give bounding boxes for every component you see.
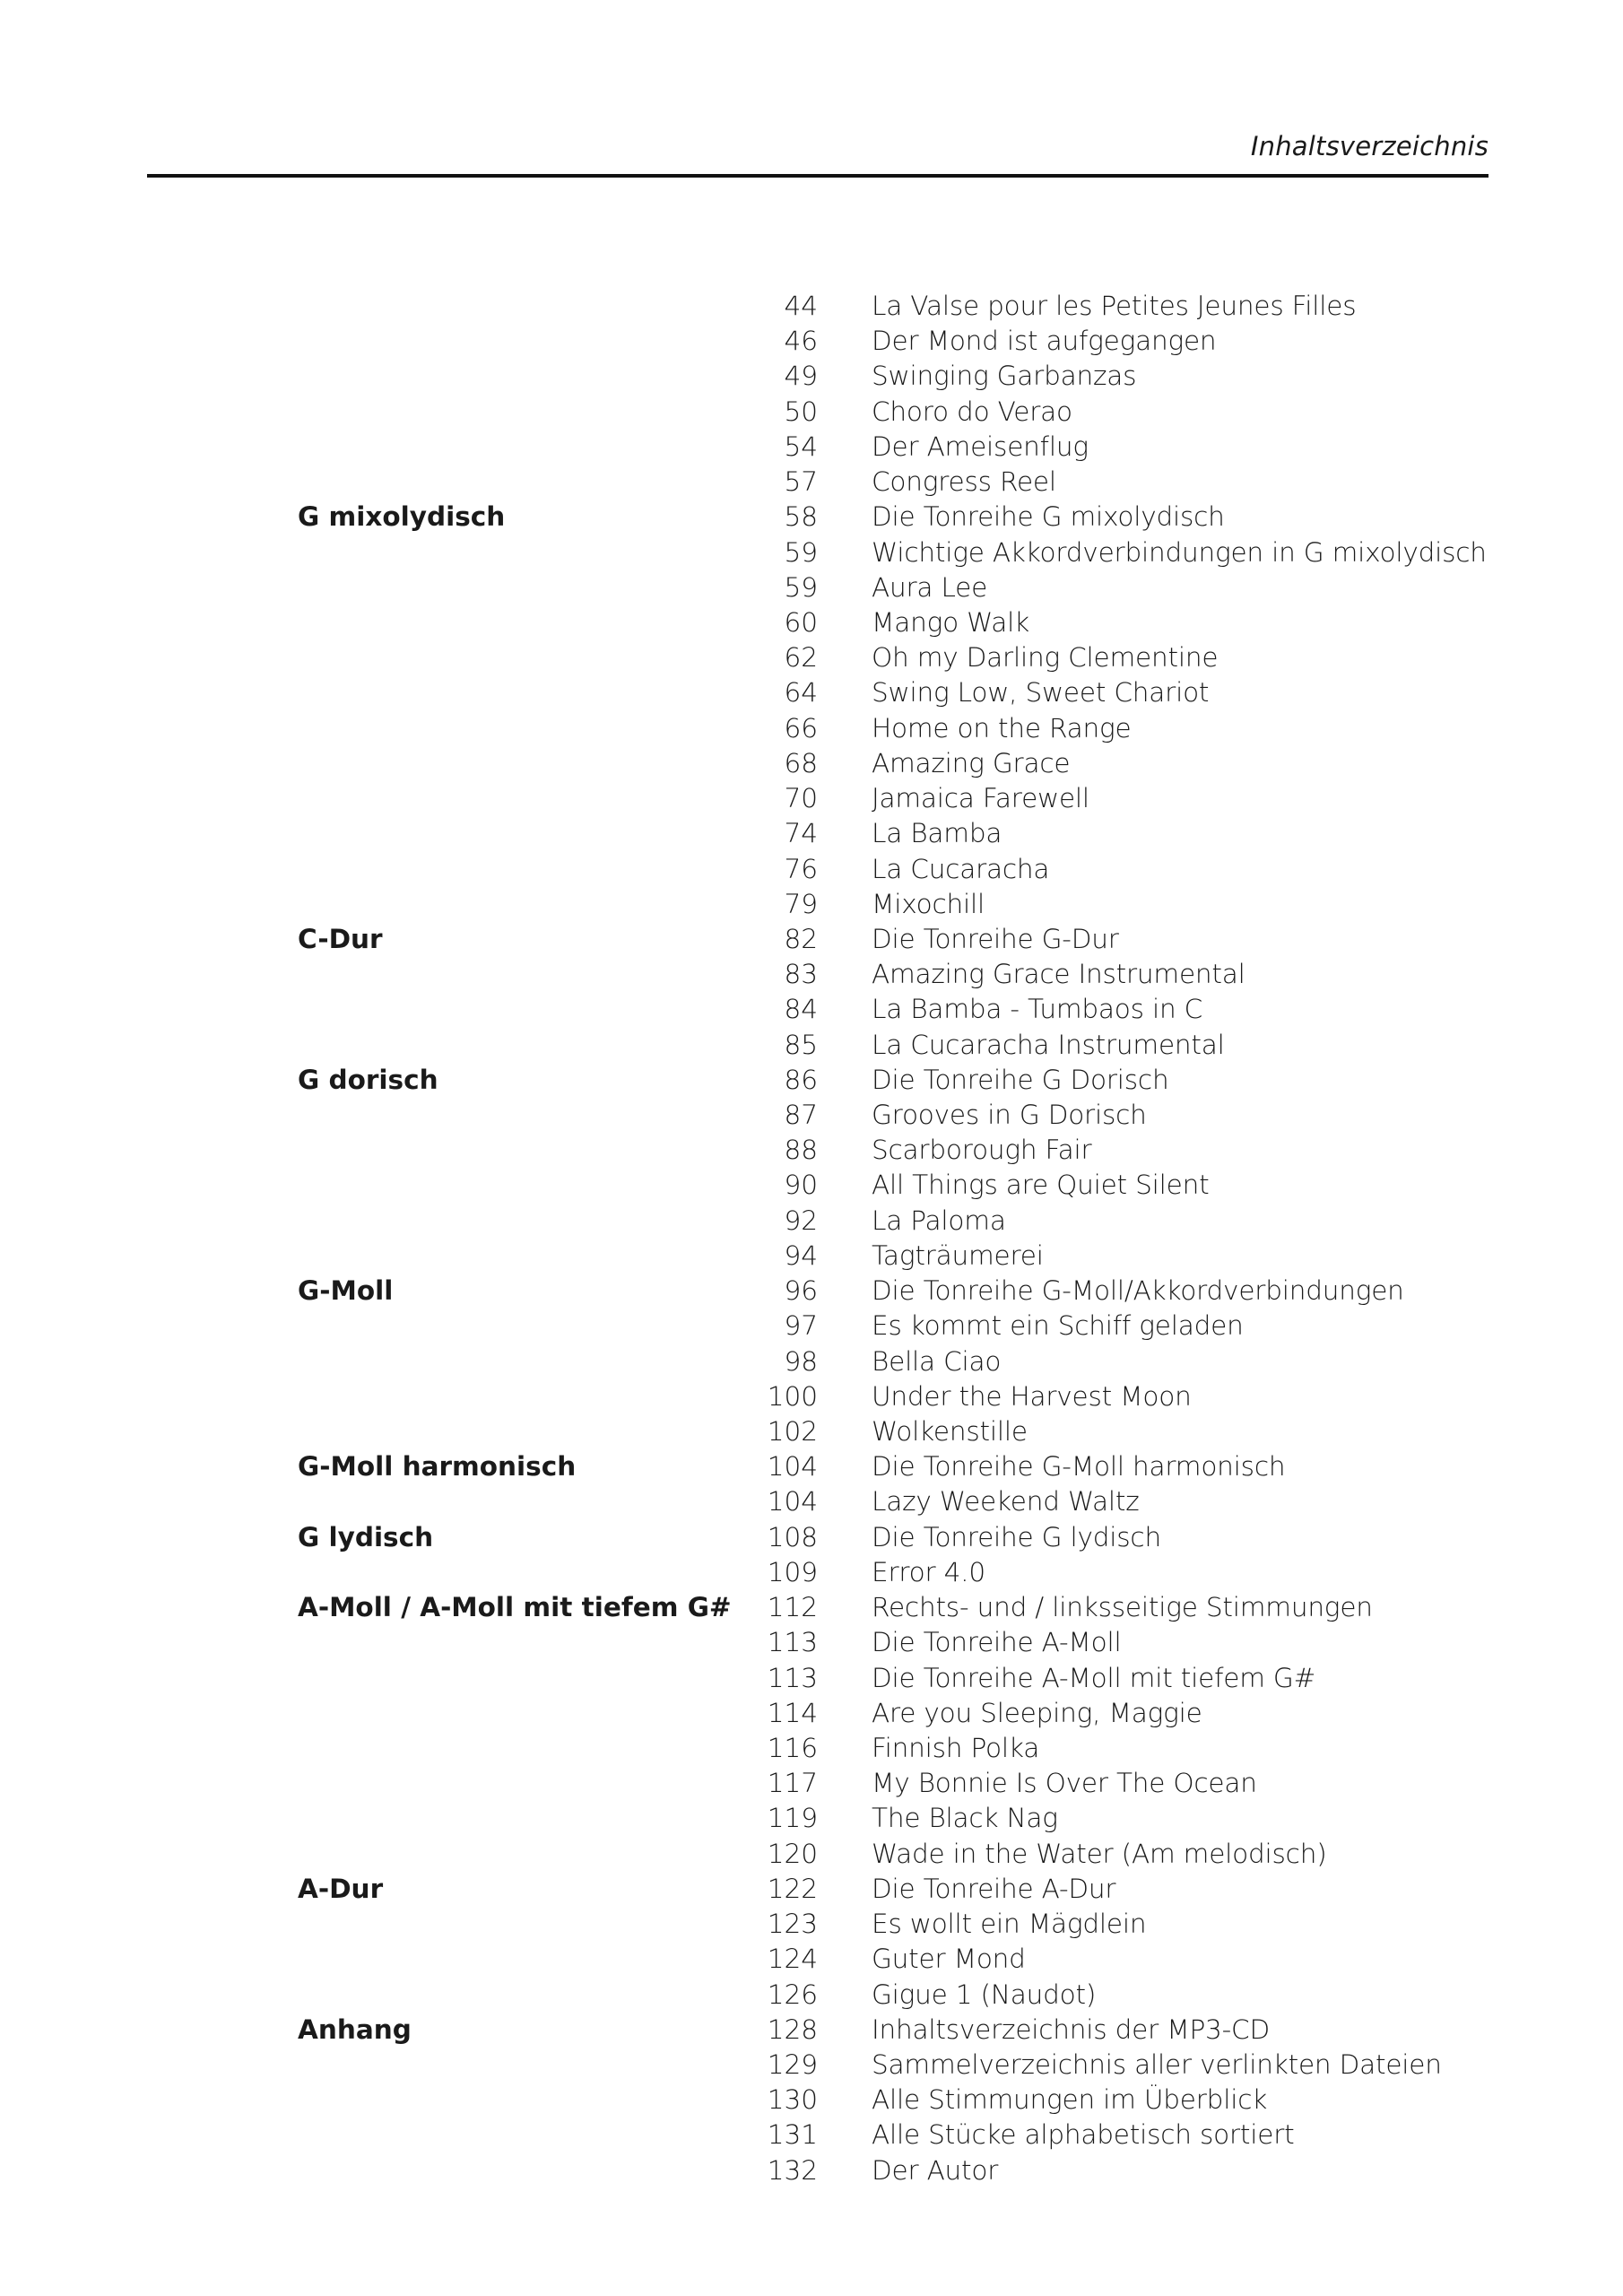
toc-entry-title: Alle Stimmungen im Überblick	[872, 2084, 1268, 2116]
toc-row	[0, 465, 1623, 500]
toc-page-number: 44	[784, 291, 818, 321]
toc-page-number: 58	[784, 501, 818, 533]
toc-page-number: 104	[767, 1486, 818, 1518]
toc-page-number: 113	[767, 1662, 818, 1693]
toc-page-number: 94	[784, 1239, 818, 1271]
toc-entry-title: Mango Walk	[872, 606, 1029, 638]
toc-entry-title: Oh my Darling Clementine	[872, 642, 1219, 674]
toc-entry-title: Die Tonreihe G-Moll/Akkordverbindungen	[872, 1275, 1404, 1307]
toc-entry-title: Der Mond ist aufgegangen	[872, 326, 1217, 357]
toc-entry-title: Guter Mond	[872, 1944, 1026, 1975]
toc-row	[0, 2013, 1623, 2048]
toc-page-number: 84	[784, 994, 818, 1025]
toc-row	[0, 922, 1623, 957]
toc-page-number: 88	[784, 1135, 818, 1166]
toc-row	[0, 1379, 1623, 1414]
toc-page-number: 109	[767, 1556, 818, 1587]
toc-page-number: 117	[767, 1768, 818, 1799]
toc-page-number: 76	[784, 853, 818, 884]
toc-section-heading: G-Moll harmonisch	[298, 1451, 577, 1483]
toc-page-number: 132	[767, 2154, 818, 2186]
toc-entry-title: La Paloma	[872, 1205, 1006, 1236]
toc-row	[0, 1204, 1623, 1239]
toc-page-number: 129	[767, 2048, 818, 2080]
toc-page-number: 59	[784, 571, 818, 603]
toc-section-heading: G dorisch	[298, 1064, 438, 1095]
toc-page-number: 54	[784, 430, 818, 462]
toc-row	[0, 1239, 1623, 1274]
toc-page-number: 49	[784, 361, 818, 392]
toc-entry-title: Die Tonreihe A-Dur	[872, 1873, 1116, 1904]
toc-page-number: 82	[784, 923, 818, 954]
toc-entry-title: Die Tonreihe G lydisch	[872, 1521, 1161, 1552]
toc-row	[0, 640, 1623, 675]
toc-page-number: 86	[784, 1064, 818, 1095]
toc-page-number: 98	[784, 1345, 818, 1377]
toc-row	[0, 1063, 1623, 1098]
toc-entry-title: La Cucaracha	[872, 853, 1050, 884]
toc-row	[0, 1414, 1623, 1449]
toc-row	[0, 1766, 1623, 1801]
toc-row	[0, 1942, 1623, 1977]
toc-page-number: 114	[767, 1697, 818, 1728]
toc-row	[0, 1028, 1623, 1063]
toc-row	[0, 1907, 1623, 1942]
toc-page-number: 100	[767, 1380, 818, 1412]
toc-page-number: 62	[784, 642, 818, 674]
toc-entry-title: All Things are Quiet Silent	[872, 1170, 1210, 1201]
toc-row	[0, 992, 1623, 1027]
toc-entry-title: Jamaica Farewell	[872, 783, 1089, 814]
toc-page-number: 131	[767, 2119, 818, 2151]
toc-page-number: 123	[767, 1909, 818, 1940]
toc-row	[0, 324, 1623, 359]
toc-page-number: 64	[784, 677, 818, 709]
toc-section-heading: Anhang	[298, 2013, 412, 2045]
toc-entry-title: Die Tonreihe G-Dur	[872, 923, 1119, 954]
toc-entry-title: Die Tonreihe G-Moll harmonisch	[872, 1451, 1286, 1483]
toc-page-number: 120	[767, 1838, 818, 1869]
toc-row	[0, 535, 1623, 570]
running-header: Inhaltsverzeichnis	[1250, 131, 1488, 161]
toc-page-number: 112	[767, 1592, 818, 1623]
toc-entry-title: Choro do Verao	[872, 396, 1072, 427]
toc-row	[0, 2153, 1623, 2188]
toc-entry-title: Alle Stücke alphabetisch sortiert	[872, 2119, 1295, 2151]
toc-entry-title: La Valse pour les Petites Jeunes Filles	[872, 291, 1357, 321]
toc-row	[0, 1520, 1623, 1555]
toc-entry-title: Die Tonreihe G mixolydisch	[872, 501, 1225, 533]
toc-section-heading: G mixolydisch	[298, 501, 506, 533]
toc-entry-title: Gigue 1 (Naudot)	[872, 1979, 1097, 2010]
toc-page-number: 57	[784, 466, 818, 498]
toc-row	[0, 1801, 1623, 1836]
toc-entry-title: La Bamba - Tumbaos in C	[872, 994, 1203, 1025]
toc-row	[0, 816, 1623, 851]
toc-row	[0, 1555, 1623, 1590]
toc-entry-title: Der Ameisenflug	[872, 430, 1089, 462]
toc-entry-title: Error 4.0	[872, 1556, 985, 1587]
toc-entry-title: Es wollt ein Mägdlein	[872, 1909, 1147, 1940]
toc-page-number: 83	[784, 959, 818, 990]
toc-row	[0, 1168, 1623, 1203]
toc-page-number: 104	[767, 1451, 818, 1483]
toc-row	[0, 1344, 1623, 1379]
toc-row	[0, 1484, 1623, 1519]
header-rule	[147, 174, 1488, 178]
toc-row	[0, 1309, 1623, 1344]
toc-entry-title: Die Tonreihe A-Moll mit tiefem G#	[872, 1662, 1316, 1693]
toc-row	[0, 957, 1623, 992]
toc-entry-title: Lazy Weekend Waltz	[872, 1486, 1140, 1518]
toc-page-number: 97	[784, 1310, 818, 1342]
toc-page-number: 96	[784, 1275, 818, 1307]
toc-row	[0, 1449, 1623, 1484]
toc-section-heading: A-Moll / A-Moll mit tiefem G#	[298, 1592, 732, 1623]
toc-entry-title: The Black Nag	[872, 1803, 1058, 1834]
toc-section-heading: C-Dur	[298, 923, 383, 954]
toc-row	[0, 781, 1623, 816]
toc-entry-title: Swinging Garbanzas	[872, 361, 1137, 392]
toc-entry-title: Home on the Range	[872, 712, 1132, 744]
toc-page-number: 60	[784, 606, 818, 638]
toc-page-number: 113	[767, 1627, 818, 1658]
toc-section-heading: A-Dur	[298, 1873, 384, 1904]
toc-page-number: 128	[767, 2013, 818, 2045]
toc-page-number: 119	[767, 1803, 818, 1834]
toc-row	[0, 1837, 1623, 1872]
toc-entry-title: Tagträumerei	[872, 1239, 1044, 1271]
toc-entry-title: Aura Lee	[872, 571, 988, 603]
toc-page-number: 66	[784, 712, 818, 744]
toc-row	[0, 430, 1623, 465]
toc-row	[0, 2048, 1623, 2083]
toc-page-number: 92	[784, 1205, 818, 1236]
toc-page-number: 85	[784, 1029, 818, 1060]
toc-row	[0, 675, 1623, 710]
toc-page-number: 102	[767, 1416, 818, 1447]
toc-row	[0, 289, 1623, 324]
toc-row	[0, 1661, 1623, 1696]
toc-row	[0, 711, 1623, 746]
toc-row	[0, 1133, 1623, 1168]
toc-row	[0, 852, 1623, 887]
toc-entry-title: Sammelverzeichnis aller verlinkten Dateien	[872, 2048, 1442, 2080]
toc-entry-title: Mixochill	[872, 888, 985, 919]
toc-page-number: 79	[784, 888, 818, 919]
toc-entry-title: Wade in the Water (Am melodisch)	[872, 1838, 1327, 1869]
toc-row	[0, 1872, 1623, 1907]
toc-entry-title: Congress Reel	[872, 466, 1056, 498]
toc-page-number: 124	[767, 1944, 818, 1975]
table-of-contents	[0, 289, 1623, 2188]
toc-page-number: 126	[767, 1979, 818, 2010]
toc-entry-title: Finnish Polka	[872, 1732, 1040, 1763]
toc-entry-title: La Cucaracha Instrumental	[872, 1029, 1225, 1060]
toc-page-number: 50	[784, 396, 818, 427]
toc-section-heading: G lydisch	[298, 1521, 434, 1552]
toc-entry-title: Amazing Grace Instrumental	[872, 959, 1245, 990]
toc-entry-title: Under the Harvest Moon	[872, 1380, 1192, 1412]
toc-entry-title: Grooves in G Dorisch	[872, 1100, 1147, 1131]
toc-row	[0, 1098, 1623, 1133]
toc-entry-title: Rechts- und / linksseitige Stimmungen	[872, 1592, 1373, 1623]
toc-row	[0, 2118, 1623, 2152]
toc-entry-title: Amazing Grace	[872, 747, 1071, 778]
toc-entry-title: Scarborough Fair	[872, 1135, 1092, 1166]
toc-entry-title: Wolkenstille	[872, 1416, 1028, 1447]
toc-row	[0, 2083, 1623, 2118]
toc-page-number: 74	[784, 818, 818, 849]
toc-row	[0, 570, 1623, 605]
toc-section-heading: G-Moll	[298, 1275, 394, 1307]
toc-row	[0, 1590, 1623, 1625]
toc-page-number: 90	[784, 1170, 818, 1201]
toc-entry-title: Der Autor	[872, 2154, 999, 2186]
toc-page-number: 116	[767, 1732, 818, 1763]
toc-row	[0, 746, 1623, 781]
toc-entry-title: Inhaltsverzeichnis der MP3-CD	[872, 2013, 1270, 2045]
toc-page-number: 130	[767, 2084, 818, 2116]
toc-row	[0, 887, 1623, 922]
toc-page-number: 122	[767, 1873, 818, 1904]
toc-entry-title: Die Tonreihe A-Moll	[872, 1627, 1122, 1658]
toc-entry-title: Wichtige Akkordverbindungen in G mixolydisch	[872, 536, 1487, 568]
toc-row	[0, 1625, 1623, 1660]
toc-entry-title: La Bamba	[872, 818, 1002, 849]
toc-entry-title: Swing Low, Sweet Chariot	[872, 677, 1210, 709]
toc-row	[0, 359, 1623, 394]
toc-page-number: 87	[784, 1100, 818, 1131]
toc-page-number: 68	[784, 747, 818, 778]
toc-row	[0, 1696, 1623, 1731]
toc-row	[0, 500, 1623, 535]
toc-entry-title: Bella Ciao	[872, 1345, 1002, 1377]
toc-row	[0, 1731, 1623, 1766]
toc-page-number: 59	[784, 536, 818, 568]
toc-entry-title: Die Tonreihe G Dorisch	[872, 1064, 1169, 1095]
toc-page-number: 70	[784, 783, 818, 814]
toc-entry-title: Are you Sleeping, Maggie	[872, 1697, 1202, 1728]
toc-page-number: 108	[767, 1521, 818, 1552]
toc-row	[0, 1274, 1623, 1309]
toc-row	[0, 1978, 1623, 2013]
toc-page-number: 46	[784, 326, 818, 357]
toc-entry-title: My Bonnie Is Over The Ocean	[872, 1768, 1257, 1799]
toc-row	[0, 605, 1623, 640]
toc-entry-title: Es kommt ein Schiff geladen	[872, 1310, 1244, 1342]
toc-row	[0, 395, 1623, 430]
